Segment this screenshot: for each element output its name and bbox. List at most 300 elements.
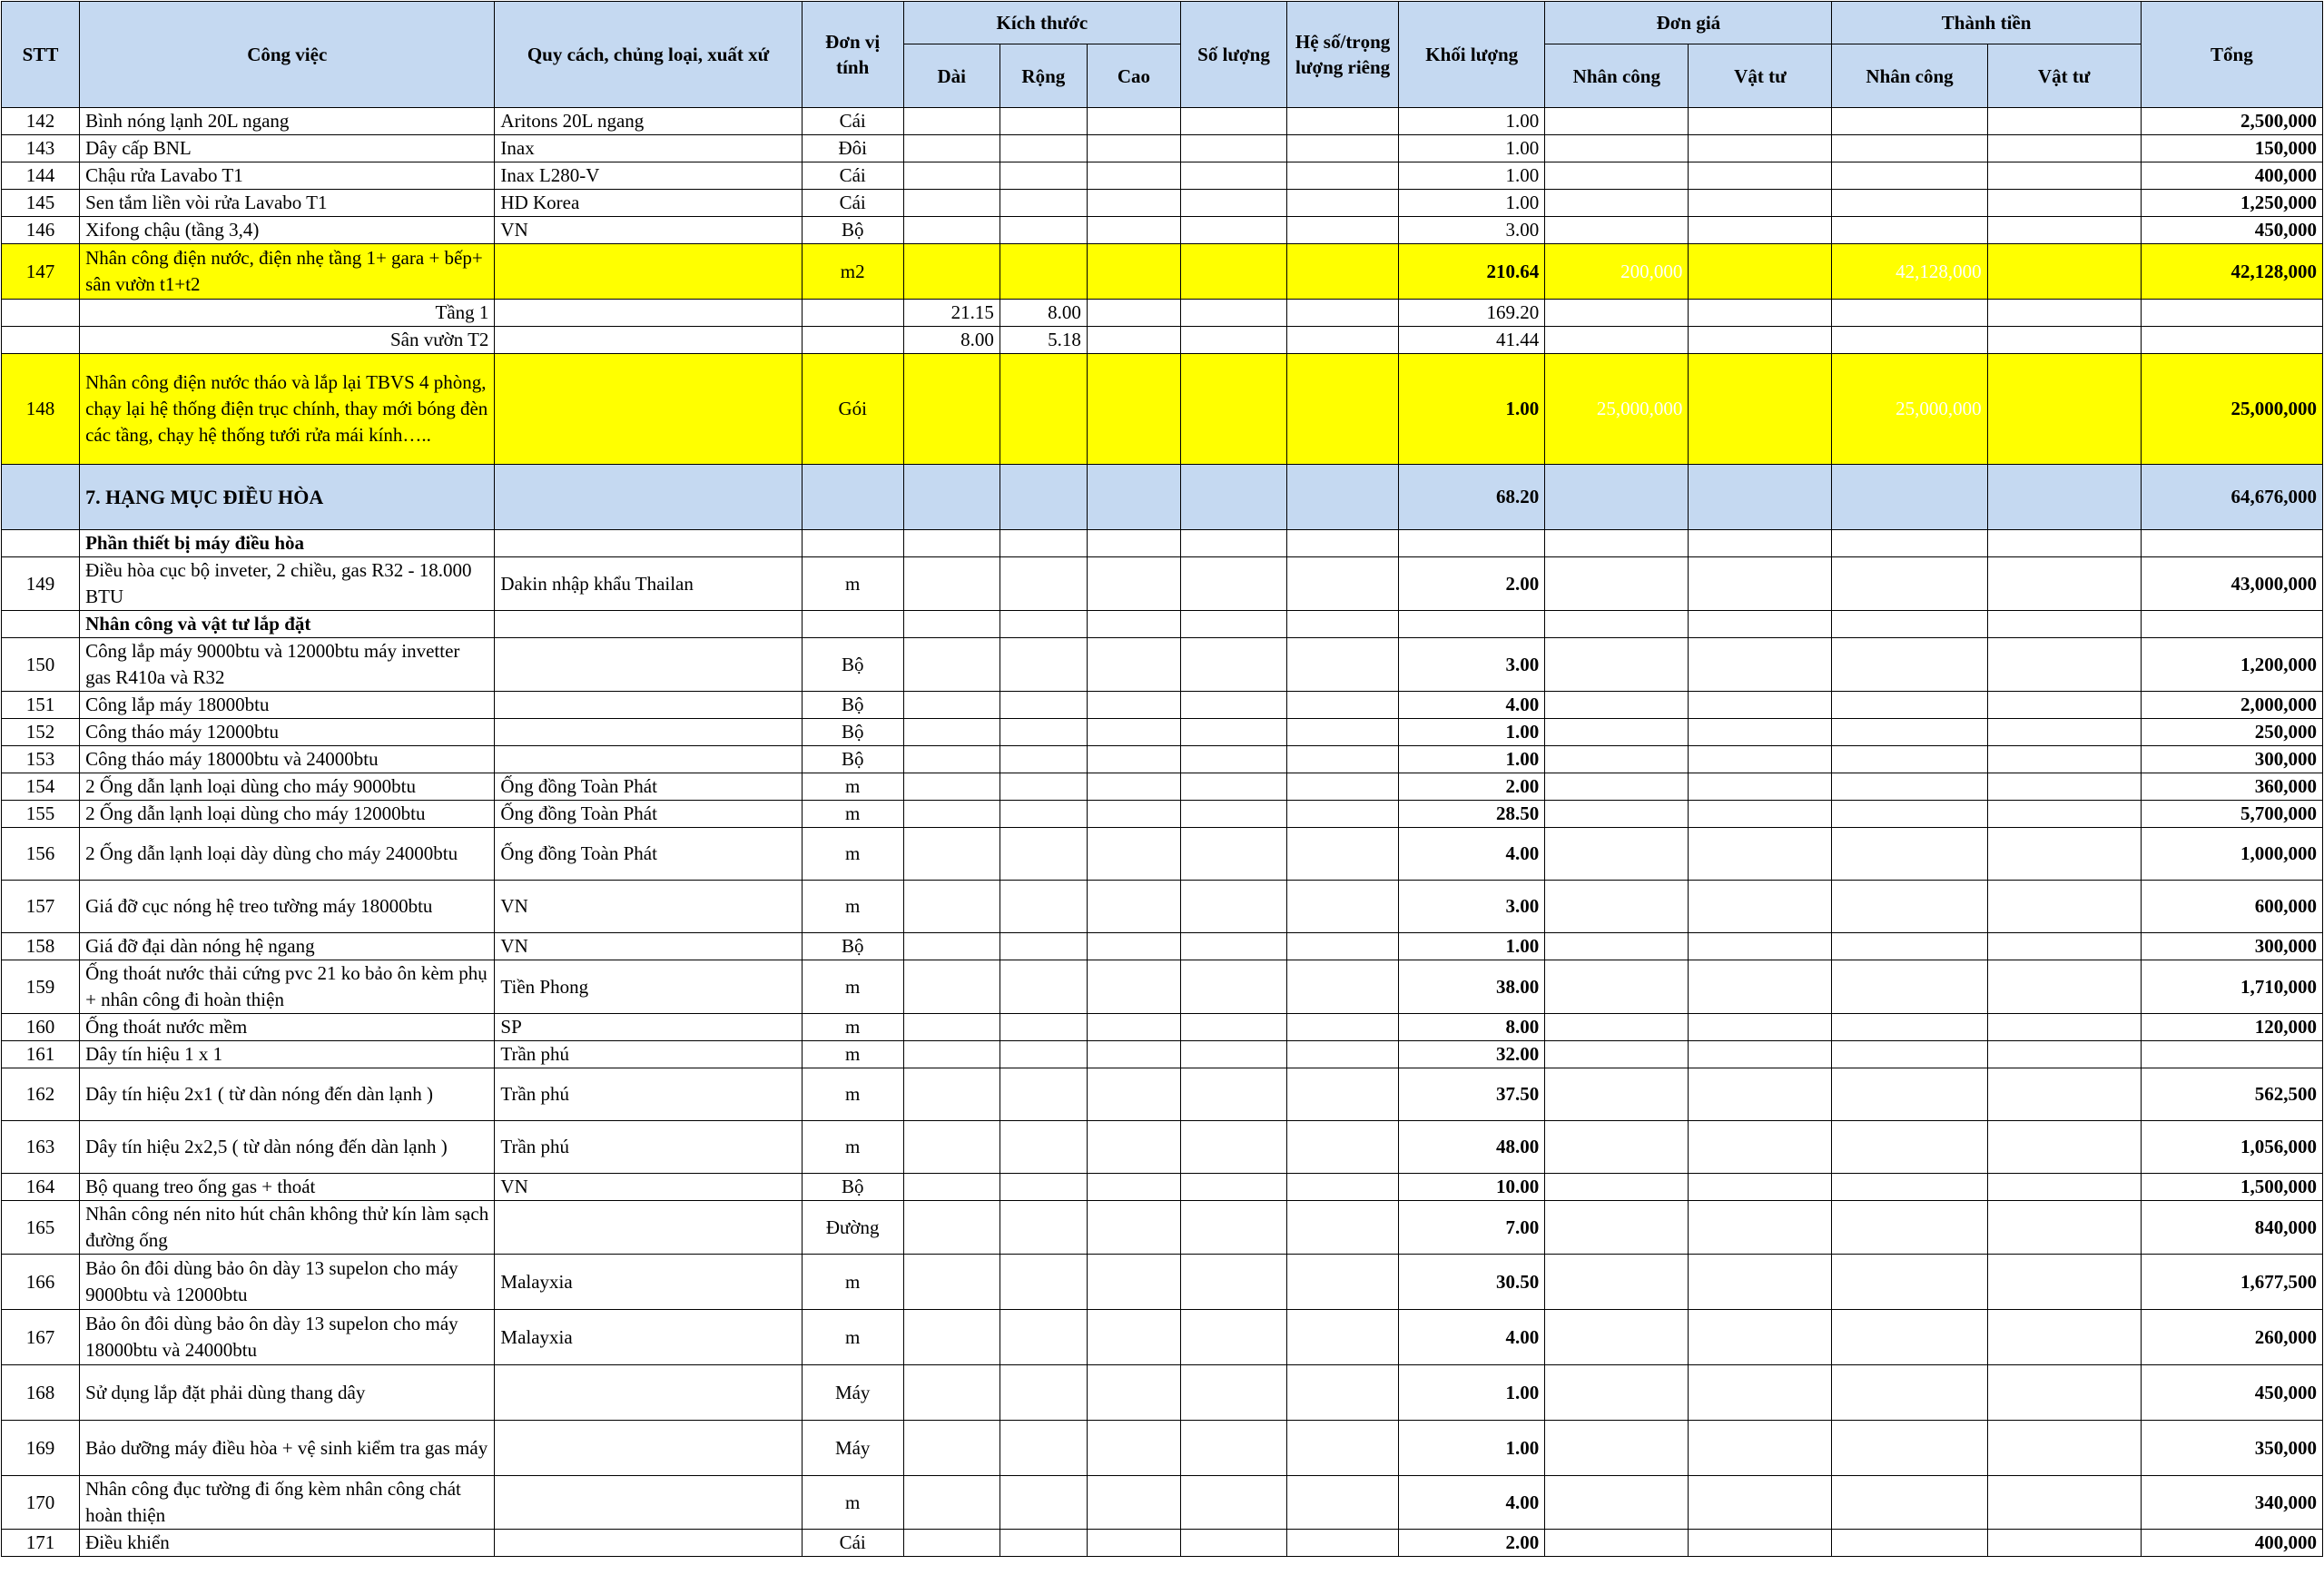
cell-rong (1000, 746, 1087, 773)
col-header-cong-viec: Công việc (80, 2, 495, 108)
cell-thanh-tien-nhan-cong (1832, 719, 1987, 746)
cell-cong-viec: 2 Ống dẫn lạnh loại dày dùng cho máy 24000btu (80, 828, 495, 881)
cell-so-luong (1180, 1421, 1286, 1476)
table-row (2, 828, 2323, 881)
cell-thanh-tien-vat-tu (1987, 1041, 2141, 1068)
cell-rong (1000, 190, 1087, 217)
cell-tong: 64,676,000 (2141, 465, 2322, 530)
cell-thanh-tien-vat-tu (1987, 190, 2141, 217)
cell-he-so (1287, 327, 1399, 354)
cell-don-gia-vat-tu (1689, 773, 1832, 801)
cell-he-so (1287, 162, 1399, 190)
cell-thanh-tien-vat-tu (1987, 881, 2141, 933)
cell-don-gia-nhan-cong (1545, 773, 1689, 801)
table-row (2, 1068, 2323, 1121)
cell-thanh-tien-nhan-cong: 42,128,000 (1832, 244, 1987, 300)
cell-don-gia-nhan-cong (1545, 611, 1689, 638)
cell-so-luong (1180, 933, 1286, 960)
cell-tong: 1,200,000 (2141, 638, 2322, 692)
cell-don-vi: m (802, 1121, 903, 1174)
cell-quy-cach: Aritons 20L ngang (495, 108, 802, 135)
cell-don-vi: m (802, 557, 903, 611)
cell-khoi-luong: 10.00 (1399, 1174, 1545, 1201)
cell-rong (1000, 1476, 1087, 1530)
cell-thanh-tien-vat-tu (1987, 1174, 2141, 1201)
cell-he-so (1287, 960, 1399, 1014)
cell-thanh-tien-nhan-cong (1832, 611, 1987, 638)
cell-stt: 149 (2, 557, 80, 611)
cell-cao (1087, 1255, 1180, 1310)
cell-rong (1000, 960, 1087, 1014)
cell-cong-viec: Chậu rửa Lavabo T1 (80, 162, 495, 190)
cell-don-vi: Cái (802, 1530, 903, 1557)
col-header-khoi-luong: Khối lượng (1399, 2, 1545, 108)
cell-tong (2141, 1041, 2322, 1068)
cell-don-gia-nhan-cong (1545, 1365, 1689, 1421)
cell-rong (1000, 162, 1087, 190)
cell-khoi-luong: 3.00 (1399, 217, 1545, 244)
cell-rong (1000, 719, 1087, 746)
table-row (2, 1365, 2323, 1421)
cell-he-so (1287, 692, 1399, 719)
cell-don-vi: Máy (802, 1421, 903, 1476)
col-header-don-vi: Đơn vị tính (802, 2, 903, 108)
cell-quy-cach: Tiền Phong (495, 960, 802, 1014)
col-header-quy-cach: Quy cách, chủng loại, xuất xứ (495, 2, 802, 108)
cell-don-gia-nhan-cong (1545, 933, 1689, 960)
cell-don-gia-vat-tu (1689, 1201, 1832, 1255)
cell-thanh-tien-nhan-cong (1832, 1121, 1987, 1174)
cell-he-so (1287, 1530, 1399, 1557)
cell-cao (1087, 557, 1180, 611)
cell-don-gia-vat-tu (1689, 801, 1832, 828)
cell-thanh-tien-vat-tu (1987, 135, 2141, 162)
cell-thanh-tien-vat-tu (1987, 773, 2141, 801)
cell-so-luong (1180, 327, 1286, 354)
cell-don-gia-nhan-cong (1545, 300, 1689, 327)
cell-don-vi: m (802, 960, 903, 1014)
cell-quy-cach (495, 327, 802, 354)
cell-stt (2, 327, 80, 354)
cell-khoi-luong: 4.00 (1399, 1310, 1545, 1365)
cell-rong (1000, 1014, 1087, 1041)
cell-quy-cach: Ống đồng Toàn Phát (495, 773, 802, 801)
cell-cong-viec: Ống thoát nước thải cứng pvc 21 ko bảo ôn kèm phụ + nhân công đi hoàn thiện (80, 960, 495, 1014)
cell-thanh-tien-vat-tu (1987, 828, 2141, 881)
cell-stt: 158 (2, 933, 80, 960)
cell-he-so (1287, 801, 1399, 828)
cell-dai (903, 773, 1000, 801)
cell-cong-viec: Nhân công điện nước, điện nhẹ tầng 1+ gara + bếp+ sân vườn t1+t2 (80, 244, 495, 300)
cell-thanh-tien-nhan-cong (1832, 746, 1987, 773)
table-row (2, 746, 2323, 773)
cell-cong-viec: Sử dụng lắp đặt phải dùng thang dây (80, 1365, 495, 1421)
cell-don-vi: Bộ (802, 746, 903, 773)
cell-don-vi (802, 465, 903, 530)
cell-so-luong (1180, 638, 1286, 692)
cell-khoi-luong: 1.00 (1399, 162, 1545, 190)
cell-stt: 167 (2, 1310, 80, 1365)
cell-tong: 400,000 (2141, 1530, 2322, 1557)
cell-tong (2141, 530, 2322, 557)
cell-so-luong (1180, 801, 1286, 828)
cell-rong (1000, 354, 1087, 465)
cell-don-vi: m2 (802, 244, 903, 300)
cell-thanh-tien-nhan-cong: 25,000,000 (1832, 354, 1987, 465)
cell-quy-cach (495, 244, 802, 300)
cell-tong: 43,000,000 (2141, 557, 2322, 611)
cell-khoi-luong: 41.44 (1399, 327, 1545, 354)
cell-he-so (1287, 881, 1399, 933)
cell-don-gia-nhan-cong (1545, 217, 1689, 244)
cell-thanh-tien-vat-tu (1987, 1421, 2141, 1476)
cell-tong: 450,000 (2141, 1365, 2322, 1421)
cell-don-vi: m (802, 828, 903, 881)
cell-cong-viec: Bảo ôn đôi dùng bảo ôn dày 13 supelon cho máy 9000btu và 12000btu (80, 1255, 495, 1310)
col-header-dai: Dài (903, 44, 1000, 108)
cell-so-luong (1180, 162, 1286, 190)
cell-khoi-luong: 1.00 (1399, 746, 1545, 773)
cell-cong-viec: Điều hòa cục bộ inveter, 2 chiều, gas R32 - 18.000 BTU (80, 557, 495, 611)
cell-so-luong (1180, 773, 1286, 801)
table-row (2, 557, 2323, 611)
cell-quy-cach (495, 354, 802, 465)
table-row (2, 190, 2323, 217)
cell-tong: 360,000 (2141, 773, 2322, 801)
cell-stt: 144 (2, 162, 80, 190)
cell-he-so (1287, 557, 1399, 611)
cell-thanh-tien-nhan-cong (1832, 300, 1987, 327)
cell-khoi-luong: 169.20 (1399, 300, 1545, 327)
cell-rong (1000, 1421, 1087, 1476)
cell-don-gia-vat-tu (1689, 327, 1832, 354)
cell-don-gia-vat-tu (1689, 354, 1832, 465)
cell-so-luong (1180, 354, 1286, 465)
cell-dai: 8.00 (903, 327, 1000, 354)
cell-thanh-tien-vat-tu (1987, 1365, 2141, 1421)
cell-don-gia-vat-tu (1689, 190, 1832, 217)
cell-quy-cach: Dakin nhập khẩu Thailan (495, 557, 802, 611)
cell-don-gia-vat-tu (1689, 881, 1832, 933)
cell-rong (1000, 1121, 1087, 1174)
cell-dai (903, 244, 1000, 300)
cell-cong-viec: Công tháo máy 18000btu và 24000btu (80, 746, 495, 773)
cell-stt: 148 (2, 354, 80, 465)
cell-thanh-tien-nhan-cong (1832, 1476, 1987, 1530)
cell-rong: 8.00 (1000, 300, 1087, 327)
cell-cong-viec: Sân vườn T2 (80, 327, 495, 354)
cell-dai (903, 1068, 1000, 1121)
cell-he-so (1287, 530, 1399, 557)
cell-cong-viec: Giá đỡ cục nóng hệ treo tường máy 18000btu (80, 881, 495, 933)
cell-thanh-tien-vat-tu (1987, 746, 2141, 773)
cell-thanh-tien-vat-tu (1987, 1068, 2141, 1121)
cell-don-gia-nhan-cong (1545, 801, 1689, 828)
cell-don-gia-vat-tu (1689, 530, 1832, 557)
cell-quy-cach: Trần phú (495, 1068, 802, 1121)
cell-so-luong (1180, 244, 1286, 300)
cell-don-gia-vat-tu (1689, 692, 1832, 719)
cell-tong: 250,000 (2141, 719, 2322, 746)
cell-thanh-tien-nhan-cong (1832, 773, 1987, 801)
cell-don-vi: m (802, 1310, 903, 1365)
cell-don-gia-vat-tu (1689, 611, 1832, 638)
cell-cao (1087, 881, 1180, 933)
cell-stt: 159 (2, 960, 80, 1014)
cell-thanh-tien-nhan-cong (1832, 135, 1987, 162)
cell-he-so (1287, 933, 1399, 960)
cell-thanh-tien-vat-tu (1987, 300, 2141, 327)
cell-quy-cach (495, 465, 802, 530)
cell-don-gia-nhan-cong (1545, 557, 1689, 611)
cell-cong-viec: 7. HẠNG MỤC ĐIỀU HÒA (80, 465, 495, 530)
cell-cong-viec: Dây tín hiệu 1 x 1 (80, 1041, 495, 1068)
cell-tong: 450,000 (2141, 217, 2322, 244)
cell-thanh-tien-nhan-cong (1832, 1255, 1987, 1310)
cell-he-so (1287, 190, 1399, 217)
cell-tong (2141, 300, 2322, 327)
table-row (2, 801, 2323, 828)
cell-khoi-luong: 3.00 (1399, 881, 1545, 933)
cell-khoi-luong: 28.50 (1399, 801, 1545, 828)
cell-thanh-tien-vat-tu (1987, 933, 2141, 960)
cell-don-gia-nhan-cong (1545, 1121, 1689, 1174)
cell-so-luong (1180, 1041, 1286, 1068)
cell-cao (1087, 828, 1180, 881)
cell-don-gia-nhan-cong (1545, 692, 1689, 719)
cell-don-gia-nhan-cong (1545, 1041, 1689, 1068)
cell-cong-viec: 2 Ống dẫn lạnh loại dùng cho máy 12000btu (80, 801, 495, 828)
cell-don-vi: m (802, 1041, 903, 1068)
cell-tong (2141, 327, 2322, 354)
cell-tong: 1,677,500 (2141, 1255, 2322, 1310)
cell-quy-cach: VN (495, 881, 802, 933)
cell-cong-viec: Xifong chậu (tầng 3,4) (80, 217, 495, 244)
cell-cong-viec: Giá đỡ đại dàn nóng hệ ngang (80, 933, 495, 960)
cell-dai (903, 190, 1000, 217)
cell-he-so (1287, 638, 1399, 692)
cell-dai (903, 465, 1000, 530)
cell-cao (1087, 611, 1180, 638)
cell-thanh-tien-nhan-cong (1832, 692, 1987, 719)
cell-khoi-luong: 1.00 (1399, 1421, 1545, 1476)
cell-khoi-luong: 32.00 (1399, 1041, 1545, 1068)
cell-don-vi: m (802, 1014, 903, 1041)
cell-thanh-tien-vat-tu (1987, 801, 2141, 828)
cell-cao (1087, 217, 1180, 244)
cell-thanh-tien-vat-tu (1987, 1201, 2141, 1255)
cell-rong (1000, 1530, 1087, 1557)
cell-tong: 400,000 (2141, 162, 2322, 190)
cell-don-gia-nhan-cong (1545, 1068, 1689, 1121)
cell-quy-cach: VN (495, 933, 802, 960)
cell-quy-cach (495, 1421, 802, 1476)
cell-rong (1000, 1310, 1087, 1365)
cell-don-gia-nhan-cong (1545, 1310, 1689, 1365)
cell-cao (1087, 1421, 1180, 1476)
cell-thanh-tien-nhan-cong (1832, 108, 1987, 135)
cell-he-so (1287, 1201, 1399, 1255)
cell-stt (2, 465, 80, 530)
cell-cong-viec: Sen tắm liền vòi rửa Lavabo T1 (80, 190, 495, 217)
cell-thanh-tien-vat-tu (1987, 1530, 2141, 1557)
table-row (2, 1421, 2323, 1476)
cell-khoi-luong: 38.00 (1399, 960, 1545, 1014)
cell-dai: 21.15 (903, 300, 1000, 327)
cell-don-gia-vat-tu (1689, 960, 1832, 1014)
table-row (2, 465, 2323, 530)
cell-don-gia-vat-tu (1689, 300, 1832, 327)
cell-tong: 120,000 (2141, 1014, 2322, 1041)
cell-khoi-luong: 4.00 (1399, 828, 1545, 881)
cell-stt: 170 (2, 1476, 80, 1530)
cell-so-luong (1180, 692, 1286, 719)
cell-he-so (1287, 1365, 1399, 1421)
cell-tong: 1,056,000 (2141, 1121, 2322, 1174)
cell-don-gia-vat-tu (1689, 244, 1832, 300)
cell-he-so (1287, 465, 1399, 530)
cell-don-gia-nhan-cong (1545, 719, 1689, 746)
cell-thanh-tien-nhan-cong (1832, 327, 1987, 354)
cell-rong (1000, 828, 1087, 881)
cell-so-luong (1180, 1201, 1286, 1255)
cell-don-gia-vat-tu (1689, 1041, 1832, 1068)
cell-dai (903, 557, 1000, 611)
cell-rong (1000, 135, 1087, 162)
cell-rong (1000, 1174, 1087, 1201)
table-row (2, 530, 2323, 557)
estimate-table (1, 1, 2323, 1557)
cell-dai (903, 638, 1000, 692)
cell-thanh-tien-nhan-cong (1832, 1310, 1987, 1365)
cell-don-gia-nhan-cong (1545, 1421, 1689, 1476)
cell-so-luong (1180, 960, 1286, 1014)
col-header-rong: Rộng (1000, 44, 1087, 108)
cell-cao (1087, 1310, 1180, 1365)
cell-so-luong (1180, 881, 1286, 933)
cell-don-vi: Bộ (802, 1174, 903, 1201)
cell-cong-viec: Nhân công và vật tư lắp đặt (80, 611, 495, 638)
cell-khoi-luong: 210.64 (1399, 244, 1545, 300)
cell-khoi-luong: 8.00 (1399, 1014, 1545, 1041)
cell-thanh-tien-vat-tu (1987, 108, 2141, 135)
cell-don-gia-vat-tu (1689, 746, 1832, 773)
cell-thanh-tien-nhan-cong (1832, 530, 1987, 557)
cell-thanh-tien-vat-tu (1987, 1014, 2141, 1041)
table-row (2, 135, 2323, 162)
cell-don-vi: Bộ (802, 217, 903, 244)
cell-he-so (1287, 1121, 1399, 1174)
cell-stt (2, 530, 80, 557)
cell-dai (903, 1255, 1000, 1310)
col-header-don-gia-vat-tu: Vật tư (1689, 44, 1832, 108)
cell-rong (1000, 217, 1087, 244)
cell-khoi-luong: 1.00 (1399, 933, 1545, 960)
table-row (2, 1310, 2323, 1365)
cell-cong-viec: Tầng 1 (80, 300, 495, 327)
cell-dai (903, 354, 1000, 465)
cell-stt (2, 611, 80, 638)
cell-so-luong (1180, 719, 1286, 746)
cell-thanh-tien-vat-tu (1987, 1255, 2141, 1310)
cell-quy-cach: Inax (495, 135, 802, 162)
cell-cong-viec: Bình nóng lạnh 20L ngang (80, 108, 495, 135)
cell-cao (1087, 638, 1180, 692)
cell-tong: 600,000 (2141, 881, 2322, 933)
cell-so-luong (1180, 1530, 1286, 1557)
cell-rong (1000, 1068, 1087, 1121)
cell-he-so (1287, 354, 1399, 465)
cell-don-vi: Đường (802, 1201, 903, 1255)
cell-he-so (1287, 300, 1399, 327)
cell-rong (1000, 1365, 1087, 1421)
col-header-thanh-tien-vat-tu: Vật tư (1987, 44, 2141, 108)
cell-thanh-tien-nhan-cong (1832, 1068, 1987, 1121)
cell-tong: 150,000 (2141, 135, 2322, 162)
cell-tong: 840,000 (2141, 1201, 2322, 1255)
cell-so-luong (1180, 746, 1286, 773)
table-row (2, 611, 2323, 638)
cell-don-gia-vat-tu (1689, 217, 1832, 244)
cell-rong (1000, 638, 1087, 692)
cell-quy-cach (495, 1201, 802, 1255)
cell-cong-viec: Phần thiết bị máy điều hòa (80, 530, 495, 557)
cell-cao (1087, 692, 1180, 719)
cell-so-luong (1180, 1174, 1286, 1201)
cell-don-gia-nhan-cong (1545, 1530, 1689, 1557)
cell-he-so (1287, 1255, 1399, 1310)
cell-so-luong (1180, 135, 1286, 162)
cell-cao (1087, 300, 1180, 327)
cell-thanh-tien-nhan-cong (1832, 1201, 1987, 1255)
col-header-he-so: Hệ số/trọng lượng riêng (1287, 2, 1399, 108)
cell-dai (903, 217, 1000, 244)
cell-so-luong (1180, 465, 1286, 530)
cell-thanh-tien-nhan-cong (1832, 960, 1987, 1014)
cell-quy-cach (495, 1476, 802, 1530)
cell-stt: 146 (2, 217, 80, 244)
cell-quy-cach (495, 611, 802, 638)
cell-don-vi: Gói (802, 354, 903, 465)
cell-don-gia-nhan-cong (1545, 327, 1689, 354)
cell-dai (903, 1201, 1000, 1255)
cell-stt: 169 (2, 1421, 80, 1476)
cell-tong: 5,700,000 (2141, 801, 2322, 828)
cell-dai (903, 1530, 1000, 1557)
cell-dai (903, 162, 1000, 190)
cell-stt: 168 (2, 1365, 80, 1421)
cell-stt: 142 (2, 108, 80, 135)
cell-cao (1087, 108, 1180, 135)
cell-khoi-luong: 2.00 (1399, 773, 1545, 801)
cell-stt: 153 (2, 746, 80, 773)
cell-khoi-luong: 1.00 (1399, 1365, 1545, 1421)
cell-cao (1087, 933, 1180, 960)
cell-dai (903, 692, 1000, 719)
cell-dai (903, 1174, 1000, 1201)
cell-thanh-tien-vat-tu (1987, 719, 2141, 746)
cell-don-vi (802, 327, 903, 354)
cell-he-so (1287, 1174, 1399, 1201)
cell-so-luong (1180, 1365, 1286, 1421)
col-header-thanh-tien-nhan-cong: Nhân công (1832, 44, 1987, 108)
cell-thanh-tien-vat-tu (1987, 465, 2141, 530)
cell-stt: 154 (2, 773, 80, 801)
cell-cao (1087, 354, 1180, 465)
cell-stt: 155 (2, 801, 80, 828)
cell-don-gia-nhan-cong (1545, 162, 1689, 190)
cell-cong-viec: Bảo ôn đôi dùng bảo ôn dày 13 supelon cho máy 18000btu và 24000btu (80, 1310, 495, 1365)
